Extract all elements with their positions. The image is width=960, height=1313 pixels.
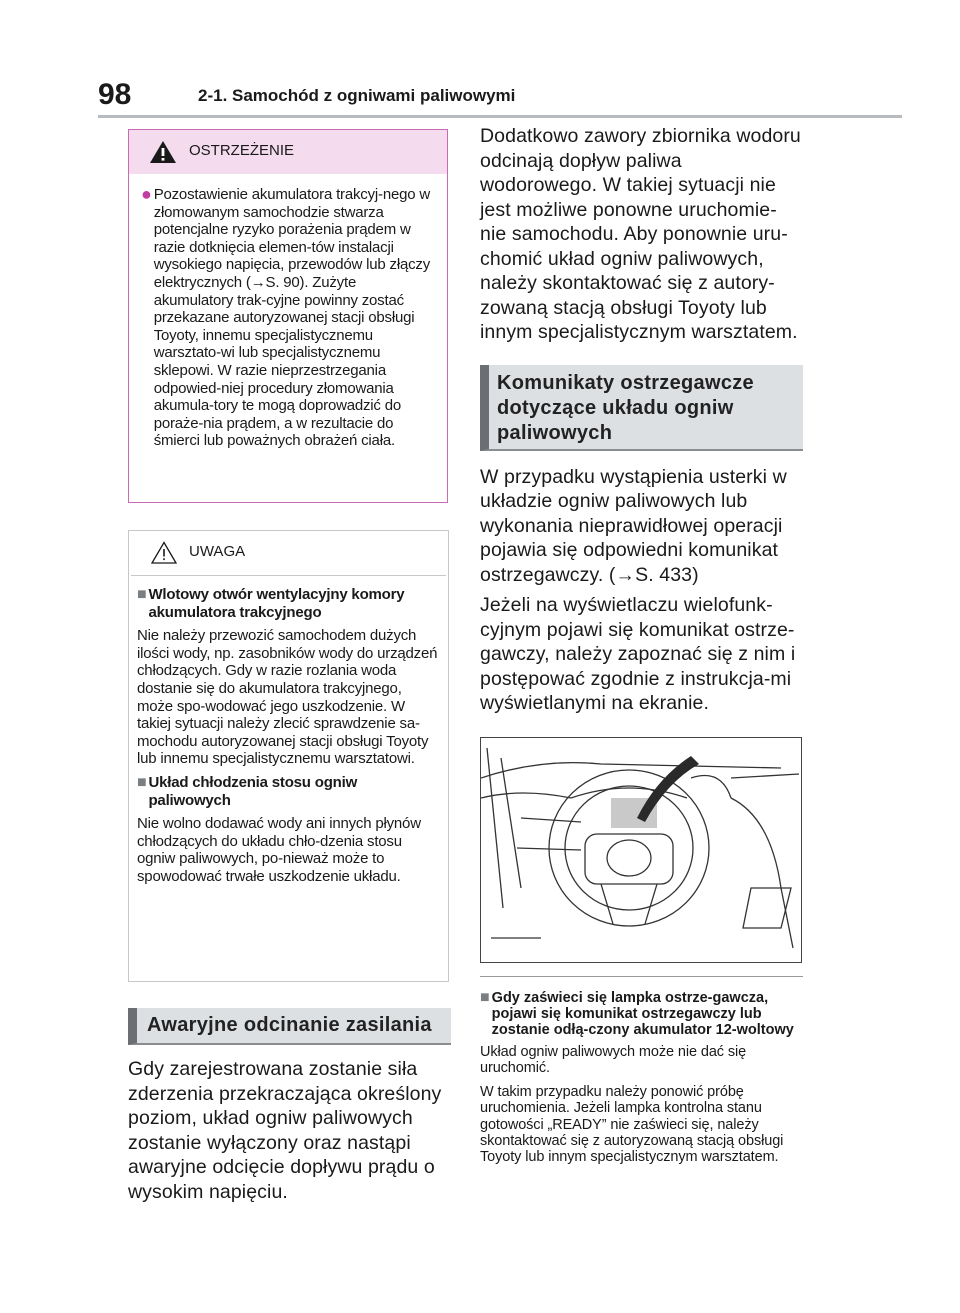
emergency-text: Gdy zarejestrowana zostanie siła zderzenia przekraczająca określony poziom, układ ogniw paliwowych zostanie wyłączony oraz nastąpi awaryjne odcięcie dopływu prądu o wysokim napięciu. (128, 1058, 442, 1203)
warning-header (129, 130, 447, 174)
figure-divider (480, 976, 803, 977)
page-number: 98 (98, 78, 132, 111)
square-bullet-icon: ■ (480, 988, 490, 1006)
warning-text: Pozostawienie akumulatora trakcyj-nego w złomowanym samochodzie stwarza potencjalne ryzyko porażenia prądem w razie dotknięcia elemen-tów instalacji wysokiego napięcia, przewodów lub złączy elektrycznych (→S. 90). Zużyte akumulatory trak-cyjne powinny zostać przekazane autoryzowanej stacji obsługi Toyoty, innemu specjalistycznemu warsztato-wi lub specjalistycznemu sklepowi. W razie nieprzestrzegania odpowied-niej procedury złomowania akumula-tory te mogą doprowadzić do poraże-nia prądem, a w rezultacie do śmierci lub poważnych obrażeń ciała. (153, 186, 430, 450)
warning-triangle-icon (149, 140, 177, 164)
sub-heading: Gdy zaświeci się lampka ostrze-gawcza, pojawi się komunikat ostrzegawczy lub zostanie odłą-czony akumulator 12-woltowy (491, 989, 794, 1038)
warning-title: OSTRZEŻENIE (189, 142, 295, 159)
bullet-dot-icon: ● (141, 184, 152, 204)
dashboard-illustration (480, 737, 802, 963)
square-bullet-icon: ■ (137, 586, 147, 603)
sub-text-2: W takim przypadku należy ponowić próbę uruchomienia. Jeżeli lampka kontrolna stanu gotowości „READY” nie zaświeci się, należy skontaktować się z autoryzowaną stacją obsługi Toyoty lub innym specjalistycznym warsztatem. (480, 1084, 784, 1166)
messages-para-2: Jeżeli na wyświetlaczu wielofunk-cyjnym pojawi się komunikat ostrze-gawczy, należy zapoznać się z nim i postępować zgodnie z instrukcja-mi wyświetlanymi na ekranie. (480, 594, 796, 714)
caution-box (128, 530, 449, 982)
caution-header (129, 531, 448, 575)
sub-text-1: Układ ogniw paliwowych może nie dać się uruchomić. (480, 1043, 747, 1076)
warning-messages-heading: Komunikaty ostrzegawcze dotyczące układu ogniw paliwowych (480, 365, 803, 451)
caution-text-2: Nie wolno dodawać wody ani innych płynów chłodzących do układu chło-dzenia stosu ogniw paliwowych, po-nieważ może to spowodować trwałe uszkodzenie układu. (137, 815, 421, 885)
emergency-heading: Awaryjne odcinanie zasilania (128, 1008, 451, 1045)
left-column (128, 129, 451, 1204)
right-column (480, 124, 803, 1174)
caution-text-1: Nie należy przewozić samochodem dużych ilości wody, np. zasobników wody do urządzeń chłodzących. Gdy w razie rozlania woda dostanie się do akumulatora trakcyjnego, może spo-wodować jego uszkodzenie. W takiej sytuacji należy zlecić sprawdzenie sa-mochodu autoryzowanej stacji obsługi Toyoty lub innemu specjalistycznemu warsztatowi. (137, 627, 438, 768)
caution-heading-2: Układ chłodzenia stosu ogniw paliwowych (148, 773, 358, 809)
section-title: 2-1. Samochód z ogniwami paliwowymi (198, 86, 516, 105)
caution-triangle-icon (151, 541, 177, 564)
emergency-section (128, 1057, 451, 1204)
page-header (98, 78, 902, 118)
warning-box (128, 129, 448, 503)
header-divider (98, 115, 902, 118)
caution-heading-1: Wlotowy otwór wentylacyjny komory akumulatora trakcyjnego (148, 586, 405, 621)
messages-para-1: W przypadku wystąpienia usterki w układzie ogniw paliwowych lub wykonania nieprawidłowej operacji pojawia się odpowiedni komunikat ostrzegawczy. (→S. 433) (480, 465, 787, 586)
steering-wheel-illustration (481, 738, 801, 962)
intro-text: Dodatkowo zawory zbiornika wodoru odcinają dopływ paliwa wodorowego. W takiej sytuacji nie jest możliwe ponowne uruchomie-nie samochodu. Aby ponownie uru-chomić układ ogniw paliwowych, należy skontaktować się z autory-zowaną stacją obsługi Toyoty lub innym specjalistycznym warsztatem. (480, 125, 801, 343)
caution-title: UWAGA (189, 543, 246, 560)
square-bullet-icon: ■ (137, 773, 147, 791)
